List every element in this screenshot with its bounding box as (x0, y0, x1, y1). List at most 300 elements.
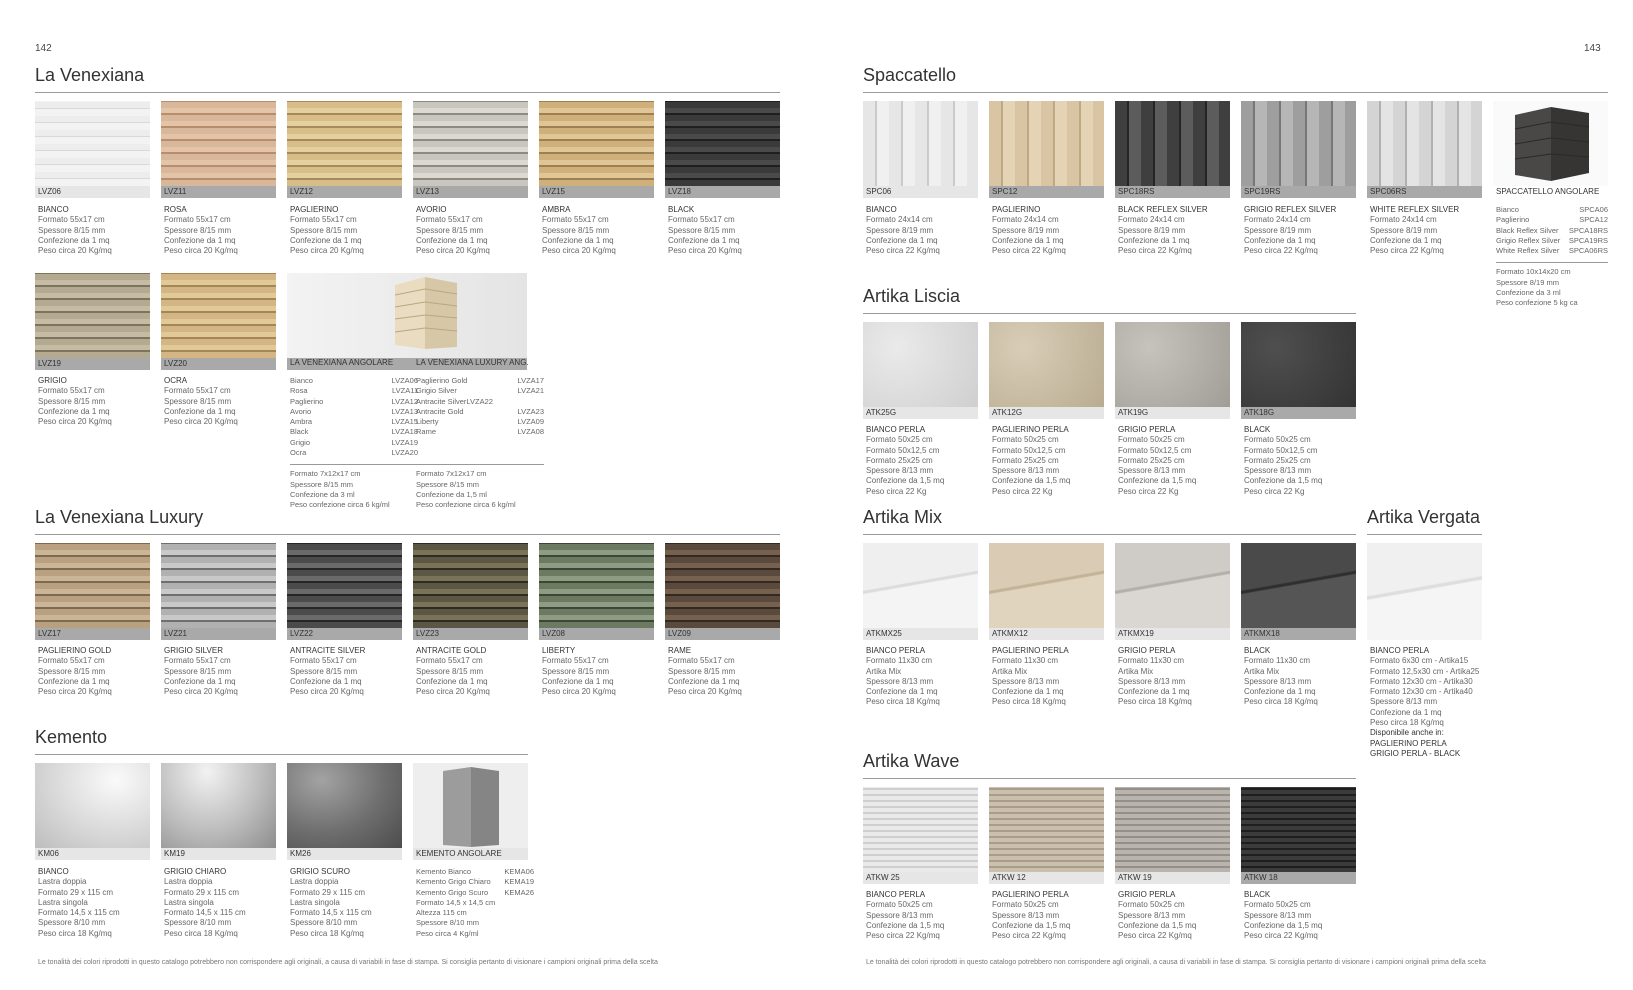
product-spec: Formato 12,5x30 cm - Artika25 (1370, 666, 1480, 676)
product-spec: Formato 10x14x20 cm (1496, 267, 1571, 277)
product-code: ATKW 25 (863, 872, 978, 884)
product-spec: Formato 12x30 cm - Artika40 (1370, 687, 1473, 697)
product-spec: Formato 7x12x17 cm (290, 469, 361, 479)
product-name: OCRA (164, 376, 188, 385)
tile-texture (287, 101, 402, 186)
product-spec: Peso circa 22 Kg/mq (1370, 246, 1444, 256)
product-spec: Peso circa 18 Kg/mq (1370, 718, 1444, 728)
product-spec: Peso circa 20 Kg/mq (542, 246, 616, 256)
product-name: ANTRACITE GOLD (416, 646, 487, 655)
product-code: SPC19RS (1241, 186, 1356, 198)
product-spec: Confezione da 1,5 mq (992, 920, 1071, 930)
product-spec: Peso circa 22 Kg/mq (992, 931, 1066, 941)
table-row (290, 427, 418, 437)
swatch-atkw12 (989, 787, 1104, 884)
table-row (416, 376, 544, 386)
product-code: LVZ21 (161, 628, 276, 640)
product-name: WHITE REFLEX SILVER (1370, 205, 1460, 214)
product-info (1244, 425, 1362, 497)
row-label: Rame (416, 427, 437, 437)
product-spec: Spessore 8/15 mm (416, 225, 484, 235)
product-name: PAGLIERINO (290, 205, 339, 214)
product-spec: Confezione da 1 mq (1370, 235, 1442, 245)
swatch-atkw19 (1115, 787, 1230, 884)
product-code: SPC12 (989, 186, 1104, 198)
section-rule (1367, 534, 1482, 535)
swatch-lvz12 (287, 101, 402, 198)
swatch-lvz11 (161, 101, 276, 198)
swatch-spc19rs (1241, 101, 1356, 198)
section-title-vergata: Artika Vergata (1367, 507, 1481, 527)
section-title-wave: Artika Wave (863, 751, 960, 771)
spacer (416, 438, 544, 459)
product-spec: Confezione da 1 mq (38, 676, 110, 686)
product-spec: Confezione da 1 mq (1244, 687, 1316, 697)
swatch-atkmx25 (863, 543, 978, 640)
row-label: Kemento Bianco (416, 867, 472, 876)
product-spec: Peso circa 20 Kg/mq (290, 246, 364, 256)
product-info (992, 205, 1110, 256)
product-info (1118, 425, 1236, 497)
swatch-atk19g (1115, 322, 1230, 419)
section-rule (863, 778, 1356, 779)
table-row (416, 867, 534, 877)
swatch-lvz15 (539, 101, 654, 198)
product-spec: Formato 12x30 cm - Artika30 (1370, 676, 1473, 686)
product-spec: Spessore 8/10 mm (290, 918, 358, 928)
product-info (668, 205, 786, 256)
product-name: GRIGIO SILVER (164, 646, 223, 655)
product-spec: Spessore 8/19 mm (992, 225, 1060, 235)
tile-texture (539, 101, 654, 186)
product-spec: Spessore 8/10 mm (416, 918, 479, 928)
product-spec: Confezione da 1,5 mq (1244, 476, 1323, 486)
product-spec: Peso circa 20 Kg/mq (416, 246, 490, 256)
product-name: BLACK (1244, 425, 1271, 434)
product-name: BLACK (1244, 890, 1271, 899)
table-row (290, 397, 418, 407)
swatch-km19 (161, 763, 276, 860)
row-label: Avorio (290, 406, 312, 416)
product-spec: Confezione da 1 mq (164, 676, 236, 686)
product-spec: Formato 50x25 cm (1118, 435, 1185, 445)
product-spec: Spessore 8/13 mm (1244, 910, 1312, 920)
product-code: LVZ17 (35, 628, 150, 640)
product-code: ATKMX18 (1241, 628, 1356, 640)
product-spec: Spessore 8/13 mm (1118, 676, 1186, 686)
product-spec: Peso circa 20 Kg/mq (290, 687, 364, 697)
product-spec: Confezione da 1 mq (164, 235, 236, 245)
row-code: LVZA21 (517, 386, 544, 396)
product-spec: Artika Mix (1118, 666, 1154, 676)
swatch-lvz18 (665, 101, 780, 198)
product-spec: Confezione da 1,5 mq (1118, 476, 1197, 486)
row-label: Paglierino (290, 396, 324, 406)
product-spec: Peso circa 22 Kg/mq (1118, 931, 1192, 941)
tile-texture (35, 273, 150, 358)
product-spec: Peso circa 20 Kg/mq (164, 246, 238, 256)
product-spec: Confezione da 1 mq (866, 687, 938, 697)
product-spec: Formato 55x17 cm (38, 386, 105, 396)
table-row (1496, 205, 1608, 215)
row-label: Antracite SilverLVZA22 (416, 396, 493, 406)
product-spec: Lastra singola (290, 897, 340, 907)
product-spec: Spessore 8/15 mm (164, 225, 232, 235)
row-code: KEMA19 (504, 877, 534, 887)
product-spec: Confezione da 1 mq (542, 676, 614, 686)
product-info (866, 890, 984, 941)
product-spec: Formato 6x30 cm - Artika15 (1370, 656, 1469, 666)
product-spec: Peso circa 20 Kg/mq (668, 687, 742, 697)
product-spec: Formato 25x25 cm (866, 455, 933, 465)
product-name: GRIGIO PERLA (1118, 890, 1176, 899)
tile-texture (161, 543, 276, 628)
tile-texture (1241, 787, 1356, 872)
product-spec: Formato 14,5 x 115 cm (290, 908, 372, 918)
product-spec: Formato 55x17 cm (38, 215, 105, 225)
product-spec: Lastra singola (164, 897, 214, 907)
product-spec: Formato 50x12,5 cm (1244, 445, 1318, 455)
product-spec: Peso circa 18 Kg/mq (866, 697, 940, 707)
product-spec: Formato 24x14 cm (1244, 215, 1311, 225)
page-number-left: 142 (35, 43, 52, 54)
product-spec: Peso circa 20 Kg/mq (668, 246, 742, 256)
tile-texture (161, 101, 276, 186)
product-spec: Lastra doppia (164, 877, 213, 887)
row-code: LVZA08 (517, 427, 544, 437)
product-name: PAGLIERINO PERLA (992, 425, 1069, 434)
table-row (416, 386, 544, 396)
availability-note: Disponibile anche in: (1370, 728, 1444, 738)
row-code: SPCA18RS (1568, 225, 1608, 235)
table-row (416, 877, 534, 887)
product-spec: Formato 50x12,5 cm (1118, 445, 1192, 455)
product-spec: Spessore 8/15 mm (38, 666, 106, 676)
product-spec: Peso circa 22 Kg/mq (1118, 246, 1192, 256)
product-spec: Peso circa 22 Kg/mq (1244, 931, 1318, 941)
product-code: ATK19G (1115, 407, 1230, 419)
divider (290, 464, 418, 465)
luxury-angolare-title: LA VENEXIANA LUXURY ANG. (416, 358, 529, 367)
footer-note-left: Le tonalità dei colori riprodotti in questo catalogo potrebbero non corrispondere agli originali, a causa di variabili in fase di stampa. Si consiglia pertanto di visionare i campioni originali prima della scelta (38, 959, 658, 966)
product-code: LVZ11 (161, 186, 276, 198)
row-label: Kemento Grigo Scuro (416, 887, 489, 897)
tile-texture (539, 543, 654, 628)
tile-texture (863, 101, 978, 186)
product-code: KM19 (161, 848, 276, 860)
product-spec: Spessore 8/15 mm (290, 225, 358, 235)
swatch-km06 (35, 763, 150, 860)
product-spec: Lastra doppia (38, 877, 87, 887)
product-name: ANTRACITE SILVER (290, 646, 366, 655)
product-name: BIANCO (866, 205, 897, 214)
product-spec: Formato 55x17 cm (542, 215, 609, 225)
product-name: PAGLIERINO PERLA (992, 646, 1069, 655)
product-spec: Spessore 8/15 mm (416, 479, 479, 489)
swatch-spc12 (989, 101, 1104, 198)
product-spec: Confezione da 1 mq (668, 235, 740, 245)
product-spec: Peso circa 22 Kg (1244, 486, 1305, 496)
product-spec: Formato 50x25 cm (866, 435, 933, 445)
product-spec: Spessore 8/13 mm (866, 676, 934, 686)
tile-texture (1115, 543, 1230, 628)
tile-texture (35, 101, 150, 186)
product-name: BIANCO PERLA (1370, 646, 1430, 655)
section-title-venexiana: La Venexiana (35, 65, 145, 85)
row-label: Grigio Silver (416, 386, 457, 396)
product-spec: Formato 55x17 cm (542, 656, 609, 666)
product-code: KM26 (287, 848, 402, 860)
product-name: BLACK (1244, 646, 1271, 655)
table-row (416, 417, 544, 427)
product-spec: Spessore 8/10 mm (164, 918, 232, 928)
product-spec: Peso circa 20 Kg/mq (164, 687, 238, 697)
product-spec: Confezione da 1 mq (38, 235, 110, 245)
kemento-corner-image (413, 763, 528, 848)
row-code: LVZA06 (391, 376, 418, 385)
swatch-atkw25 (863, 787, 978, 884)
product-spec: Formato 50x12,5 cm (866, 445, 940, 455)
table-row (1496, 215, 1608, 225)
product-spec: Confezione da 1 mq (668, 676, 740, 686)
product-spec: Formato 25x25 cm (1244, 455, 1311, 465)
product-name: AMBRA (542, 205, 571, 214)
product-spec: Formato 29 x 115 cm (38, 887, 113, 897)
tile-texture (1367, 101, 1482, 186)
product-name: BLACK (668, 205, 695, 214)
tile-texture (161, 763, 276, 848)
row-code: KEMA06 (504, 867, 534, 876)
product-spec: Formato 55x17 cm (668, 656, 735, 666)
product-info (866, 425, 984, 497)
angolare-table (290, 376, 418, 511)
table-row (416, 427, 544, 437)
product-spec: Spessore 8/15 mm (416, 666, 484, 676)
section-rule (35, 754, 528, 755)
product-spec: Spessore 8/15 mm (164, 666, 232, 676)
product-spec: Confezione da 3 ml (1496, 288, 1561, 298)
product-name: GRIGIO (38, 376, 67, 385)
product-spec: Peso confezione 5 kg ca (1496, 298, 1578, 308)
table-row (416, 397, 544, 407)
product-spec: Formato 50x12,5 cm (992, 445, 1066, 455)
product-spec: Spessore 8/15 mm (38, 396, 106, 406)
product-spec: Confezione da 1 mq (416, 235, 488, 245)
product-spec: Confezione da 1,5 mq (866, 476, 945, 486)
product-code: LVZ12 (287, 186, 402, 198)
swatch-atk18g (1241, 322, 1356, 419)
angolare-image (287, 273, 527, 370)
product-spec: Spessore 8/13 mm (992, 466, 1060, 476)
swatch-spc06 (863, 101, 978, 198)
product-code: LVZ13 (413, 186, 528, 198)
product-name: ROSA (164, 205, 187, 214)
product-spec: Peso confezione circa 6 kg/ml (290, 500, 390, 510)
availability-color: PAGLIERINO PERLA (1370, 738, 1447, 748)
product-info (1118, 890, 1236, 941)
product-code: KEMENTO ANGOLARE (413, 848, 528, 860)
swatch-lvz20 (161, 273, 276, 370)
product-spec: Confezione da 1,5 mq (1118, 920, 1197, 930)
product-spec: Spessore 8/10 mm (38, 918, 106, 928)
product-spec: Spessore 8/13 mm (1370, 697, 1438, 707)
product-spec: Spessore 8/13 mm (992, 910, 1060, 920)
product-spec: Peso circa 20 Kg/mq (416, 687, 490, 697)
row-code: KEMA26 (504, 887, 534, 897)
product-spec: Confezione da 1 mq (38, 406, 110, 416)
product-spec: Peso circa 18 Kg/mq (164, 928, 238, 938)
product-spec: Spessore 8/19 mm (1370, 225, 1438, 235)
product-spec: Altezza 115 cm (416, 908, 467, 918)
product-spec: Formato 55x17 cm (164, 215, 231, 225)
swatch-vergata (1367, 543, 1482, 640)
product-info (866, 205, 984, 256)
swatch-lvz23 (413, 543, 528, 640)
product-info (290, 867, 408, 939)
row-label: Bianco (290, 376, 313, 385)
product-spec: Formato 50x25 cm (866, 900, 933, 910)
product-spec: Formato 11x30 cm (1118, 656, 1185, 666)
product-info (668, 646, 786, 697)
product-spec: Peso circa 18 Kg/mq (290, 928, 364, 938)
product-spec: Confezione da 1 mq (290, 235, 362, 245)
product-code: ATK25G (863, 407, 978, 419)
product-code: ATK18G (1241, 407, 1356, 419)
product-spec: Spessore 8/13 mm (992, 676, 1060, 686)
product-spec: Spessore 8/15 mm (290, 479, 353, 489)
tile-texture (1241, 101, 1356, 186)
product-code: LVZ15 (539, 186, 654, 198)
product-info (1370, 646, 1520, 759)
swatch-atkmx19 (1115, 543, 1230, 640)
section-title-mix: Artika Mix (863, 507, 943, 527)
product-spec: Formato 25x25 cm (1118, 455, 1185, 465)
tile-texture (863, 787, 978, 872)
swatch-lvz19 (35, 273, 150, 370)
product-code: ATK12G (989, 407, 1104, 419)
product-spec: Peso circa 20 Kg/mq (38, 246, 112, 256)
product-spec: Spessore 8/13 mm (1118, 466, 1186, 476)
product-spec: Confezione da 1 mq (290, 676, 362, 686)
table-row (1496, 236, 1608, 246)
swatch-kemento-angolare (413, 763, 528, 860)
product-info (290, 205, 408, 256)
spaccatello-corner-image (1493, 101, 1608, 186)
product-name: BIANCO PERLA (866, 890, 926, 899)
swatch-km26 (287, 763, 402, 860)
product-spec: Spessore 8/15 mm (164, 396, 232, 406)
product-spec: Formato 55x17 cm (416, 656, 483, 666)
product-code: ATKMX25 (863, 628, 978, 640)
tile-texture (287, 543, 402, 628)
product-spec: Formato 50x25 cm (1244, 435, 1311, 445)
product-spec: Peso circa 18 Kg/mq (1118, 697, 1192, 707)
product-spec: Peso circa 20 Kg/mq (38, 687, 112, 697)
product-spec: Spessore 8/19 mm (866, 225, 934, 235)
product-name: GRIGIO REFLEX SILVER (1244, 205, 1337, 214)
product-spec: Artika Mix (1244, 666, 1280, 676)
product-spec: Confezione da 3 ml (290, 489, 355, 499)
product-info (164, 646, 282, 697)
row-code: LVZA17 (517, 376, 544, 385)
tile-texture (287, 763, 402, 848)
tile-texture (665, 543, 780, 628)
product-spec: Formato 50x25 cm (1244, 900, 1311, 910)
product-spec: Formato 55x17 cm (668, 215, 735, 225)
product-info (1118, 205, 1236, 256)
row-code: SPCA06RS (1568, 246, 1608, 256)
row-label: Ocra (290, 448, 307, 458)
product-spec: Formato 24x14 cm (866, 215, 933, 225)
swatch-atk12g (989, 322, 1104, 419)
table-row (290, 386, 418, 396)
product-info (164, 205, 282, 256)
product-spec: Formato 50x25 cm (992, 435, 1059, 445)
divider (1496, 262, 1608, 263)
tile-texture (35, 543, 150, 628)
row-label: White Reflex Silver (1496, 246, 1560, 256)
table-row (416, 888, 534, 898)
product-info (866, 646, 984, 708)
product-spec: Peso circa 4 Kg/ml (416, 928, 479, 938)
table-row (290, 438, 418, 448)
swatch-spc06rs (1367, 101, 1482, 198)
product-spec: Peso circa 22 Kg/mq (1244, 246, 1318, 256)
row-label: Paglierino (1496, 215, 1530, 225)
swatch-lvz06 (35, 101, 150, 198)
product-spec: Confezione da 1 mq (164, 406, 236, 416)
divider (416, 464, 544, 465)
product-code: SPACCATELLO ANGOLARE (1493, 186, 1608, 198)
product-spec: Formato 24x14 cm (992, 215, 1059, 225)
product-spec: Confezione da 1,5 mq (866, 920, 945, 930)
product-name: GRIGIO CHIARO (164, 867, 227, 876)
swatch-atkmx18 (1241, 543, 1356, 640)
product-spec: Formato 29 x 115 cm (164, 887, 239, 897)
product-info (38, 205, 156, 256)
product-spec: Formato 50x25 cm (992, 900, 1059, 910)
tile-texture (1115, 101, 1230, 186)
product-spec: Formato 11x30 cm (866, 656, 933, 666)
product-spec: Formato 55x17 cm (164, 386, 231, 396)
product-code: ATKW 18 (1241, 872, 1356, 884)
product-code: LVZ18 (665, 186, 780, 198)
product-code: SPC06 (863, 186, 978, 198)
product-info (542, 205, 660, 256)
product-spec: Peso circa 22 Kg (992, 486, 1053, 496)
product-spec: Spessore 8/15 mm (668, 225, 736, 235)
product-name: BIANCO (38, 867, 69, 876)
row-label: Rosa (290, 386, 308, 396)
swatch-lvz13 (413, 101, 528, 198)
tile-texture (1115, 787, 1230, 872)
product-info (38, 646, 156, 697)
tile-texture (161, 273, 276, 358)
product-spec: Formato 24x14 cm (1118, 215, 1185, 225)
availability-color: GRIGIO PERLA - BLACK (1370, 748, 1461, 758)
product-code: LVZ08 (539, 628, 654, 640)
product-spec: Formato 11x30 cm (992, 656, 1059, 666)
section-title-liscia: Artika Liscia (863, 286, 961, 306)
product-code: ATKW 12 (989, 872, 1104, 884)
product-name: BIANCO PERLA (866, 646, 926, 655)
product-spec: Spessore 8/13 mm (866, 466, 934, 476)
table-row (1496, 246, 1608, 256)
product-spec: Formato 14,5 x 115 cm (164, 908, 246, 918)
swatch-spc18rs (1115, 101, 1230, 198)
row-label: Paglierino Gold (416, 376, 468, 385)
product-spec: Peso circa 20 Kg/mq (164, 417, 238, 427)
